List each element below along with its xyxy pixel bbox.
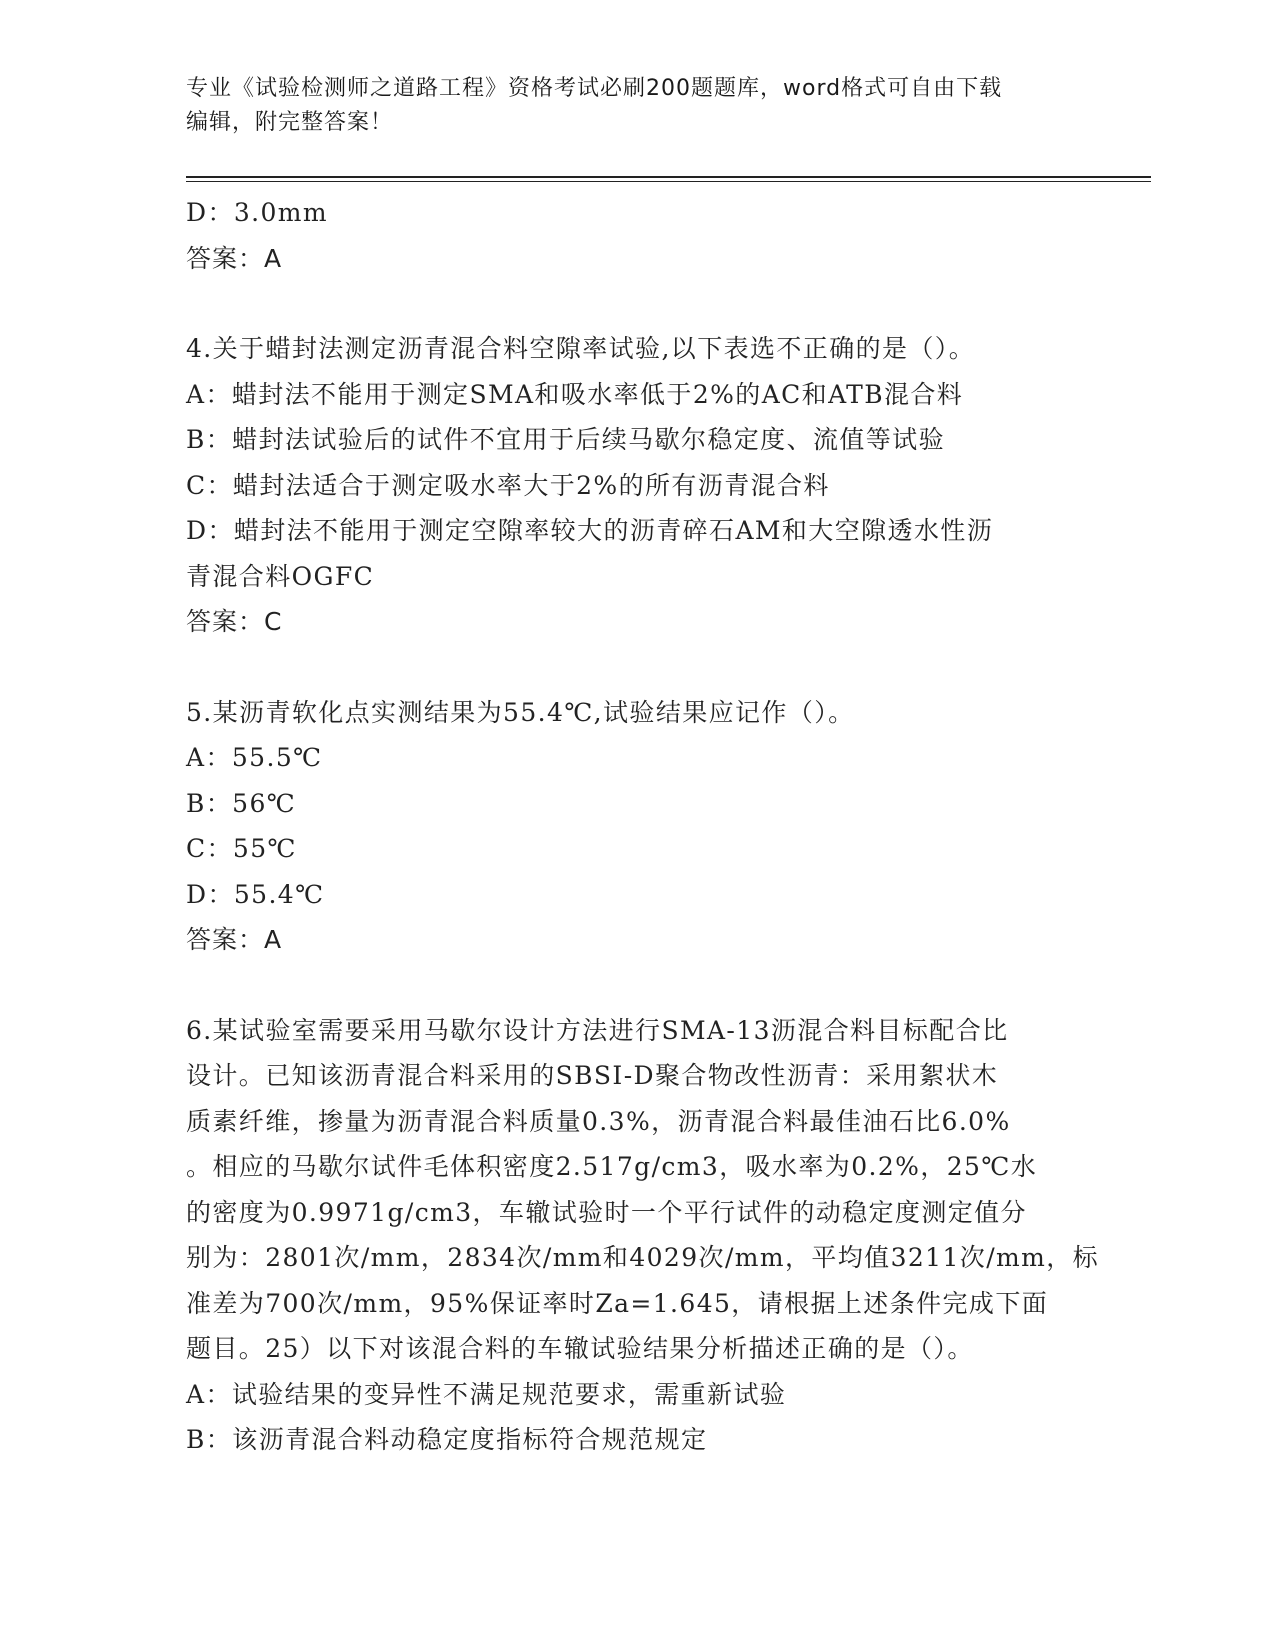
- q4-option-d-line-2: 青混合料OGFC: [186, 561, 375, 591]
- q6-stem-line-5: 的密度为0.9971g/cm3，车辙试验时一个平行试件的动稳定度测定值分: [186, 1197, 1027, 1227]
- q5-answer: 答案：A: [186, 925, 283, 954]
- q5-option-a: A：55.5℃: [186, 743, 323, 772]
- q6-stem-line-7: 准差为700次/mm，95%保证率时Za=1.645，请根据上述条件完成下面: [186, 1288, 1049, 1318]
- q4-answer: 答案：C: [186, 607, 283, 636]
- q4-option-d-line-1: D：蜡封法不能用于测定空隙率较大的沥青碎石AM和大空隙透水性沥: [186, 516, 994, 545]
- document-body: [186, 190, 1100, 1463]
- header-line-1: 专业《试验检测师之道路工程》资格考试必刷200题题库，word格式可自由下载: [186, 76, 1003, 101]
- q6-option-b: B：该沥青混合料动稳定度指标符合规范规定: [186, 1425, 708, 1454]
- q6-option-a: A：试验结果的变异性不满足规范要求，需重新试验: [186, 1379, 787, 1409]
- q6-stem-line-3: 质素纤维，掺量为沥青混合料质量0.3%，沥青混合料最佳油石比6.0%: [186, 1106, 1011, 1136]
- q4-stem: 4.关于蜡封法测定沥青混合料空隙率试验,以下表选不正确的是（）。: [186, 334, 976, 363]
- q6-stem-line-6: 别为：2801次/mm，2834次/mm和4029次/mm，平均值3211次/mm，标: [186, 1243, 1100, 1272]
- q6-stem-line-8: 题目。25）以下对该混合料的车辙试验结果分析描述正确的是（）。: [186, 1334, 974, 1363]
- q5-option-d: D：55.4℃: [186, 879, 325, 909]
- q3-answer: 答案：A: [186, 243, 283, 273]
- spacer: [186, 645, 1086, 690]
- spacer: [186, 281, 1086, 326]
- q5-option-b: B：56℃: [186, 788, 297, 818]
- document-header: [186, 72, 1086, 140]
- header-divider-thin: [186, 181, 1151, 182]
- header-line-2: 编辑，附完整答案！: [186, 110, 394, 135]
- q6-stem-line-1: 6.某试验室需要采用马歇尔设计方法进行SMA-13沥混合料目标配合比: [186, 1015, 1009, 1045]
- spacer: [186, 963, 1086, 1008]
- q5-stem: 5.某沥青软化点实测结果为55.4℃,试验结果应记作（）。: [186, 697, 855, 727]
- q5-option-c: C：55℃: [186, 834, 297, 863]
- q4-option-b: B：蜡封法试验后的试件不宜用于后续马歇尔稳定度、流值等试验: [186, 425, 945, 454]
- header-divider-thick: [186, 176, 1151, 178]
- q4-option-a: A：蜡封法不能用于测定SMA和吸水率低于2%的AC和ATB混合料: [186, 379, 964, 409]
- q4-option-c: C：蜡封法适合于测定吸水率大于2%的所有沥青混合料: [186, 470, 830, 500]
- q6-stem-line-4: 。相应的马歇尔试件毛体积密度2.517g/cm3，吸水率为0.2%，25℃水: [186, 1152, 1038, 1181]
- q3-option-d: D：3.0mm: [186, 198, 329, 227]
- q6-stem-line-2: 设计。已知该沥青混合料采用的SBSI-D聚合物改性沥青：采用絮状木: [186, 1061, 999, 1090]
